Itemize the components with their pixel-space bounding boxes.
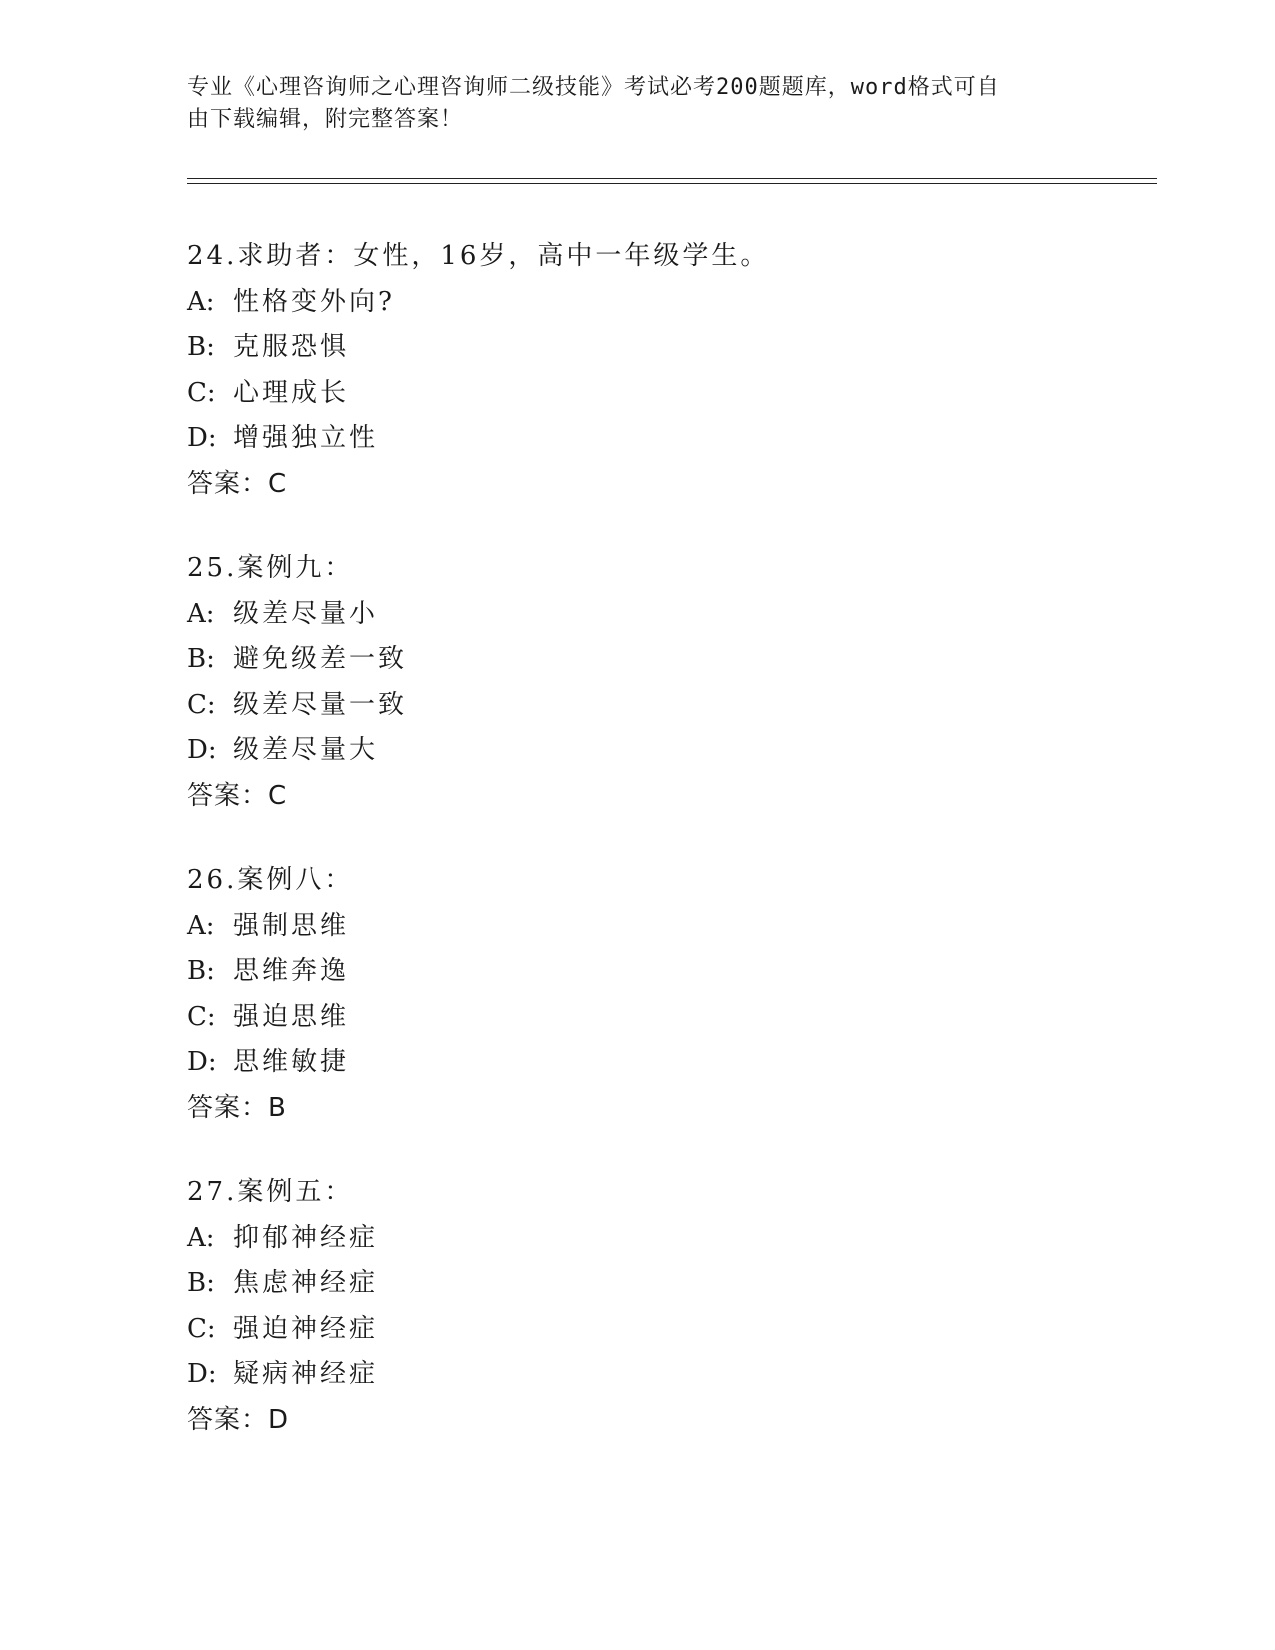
option-text: 疑病神经症	[233, 1359, 379, 1389]
option-c	[187, 371, 1087, 417]
question-title: 26.案例八：	[187, 865, 354, 895]
question-title: 25.案例九：	[187, 553, 354, 583]
option-text: 强迫神经症	[233, 1313, 379, 1344]
option-d	[187, 1352, 1087, 1398]
option-text: 级差尽量大	[233, 735, 379, 765]
option-c	[187, 683, 1087, 729]
option-letter: D:	[187, 423, 217, 453]
answer-line: 答案：C	[187, 780, 288, 811]
header-divider-top	[187, 178, 1157, 179]
option-text: 克服恐惧	[233, 332, 350, 362]
header-line-2: 由下载编辑，附完整答案！	[187, 107, 464, 132]
option-text: 级差尽量小	[233, 598, 379, 629]
option-d	[187, 416, 1087, 462]
option-text: 强制思维	[233, 910, 350, 941]
option-letter: A:	[187, 286, 215, 317]
question-title: 24.求助者：女性，16岁，高中一年级学生。	[187, 241, 770, 271]
option-c	[187, 1307, 1087, 1353]
option-letter: B:	[187, 332, 215, 362]
answer-line: 答案：C	[187, 468, 288, 499]
option-a	[187, 592, 1087, 638]
option-text: 抑郁神经症	[233, 1222, 379, 1253]
option-letter: C:	[187, 377, 216, 408]
option-b	[187, 325, 1087, 371]
option-d	[187, 1040, 1087, 1086]
option-text: 心理成长	[233, 377, 350, 408]
question-25	[187, 546, 1087, 819]
option-text: 增强独立性	[233, 423, 379, 453]
option-c	[187, 995, 1087, 1041]
option-letter: D:	[187, 1359, 217, 1389]
question-title: 27.案例五：	[187, 1177, 354, 1207]
question-27	[187, 1170, 1087, 1443]
option-b	[187, 1261, 1087, 1307]
option-letter: A:	[187, 598, 215, 629]
answer-line: 答案：D	[187, 1404, 290, 1435]
header-line-1: 专业《心理咨询师之心理咨询师二级技能》考试必考200题题库，word格式可自	[187, 75, 1000, 100]
option-letter: A:	[187, 1222, 215, 1253]
option-letter: C:	[187, 689, 216, 720]
question-list	[187, 234, 1087, 1482]
option-b	[187, 949, 1087, 995]
option-letter: C:	[187, 1313, 216, 1344]
question-26	[187, 858, 1087, 1131]
header-divider-bottom	[187, 183, 1157, 184]
option-text: 避免级差一致	[233, 644, 408, 674]
option-letter: B:	[187, 644, 215, 674]
option-letter: B:	[187, 956, 215, 986]
option-a	[187, 904, 1087, 950]
option-text: 性格变外向?	[233, 286, 395, 317]
option-letter: A:	[187, 910, 215, 941]
option-letter: D:	[187, 1047, 217, 1077]
option-d	[187, 728, 1087, 774]
option-a	[187, 280, 1087, 326]
answer-line: 答案：B	[187, 1092, 287, 1123]
option-letter: D:	[187, 735, 217, 765]
option-letter: B:	[187, 1268, 215, 1298]
option-text: 焦虑神经症	[233, 1268, 379, 1298]
option-text: 思维奔逸	[233, 956, 350, 986]
option-a	[187, 1216, 1087, 1262]
question-24	[187, 234, 1087, 507]
option-letter: C:	[187, 1001, 216, 1032]
option-text: 级差尽量一致	[233, 689, 408, 720]
option-text: 强迫思维	[233, 1001, 350, 1032]
option-text: 思维敏捷	[233, 1047, 350, 1077]
option-b	[187, 637, 1087, 683]
document-header	[187, 72, 1067, 136]
